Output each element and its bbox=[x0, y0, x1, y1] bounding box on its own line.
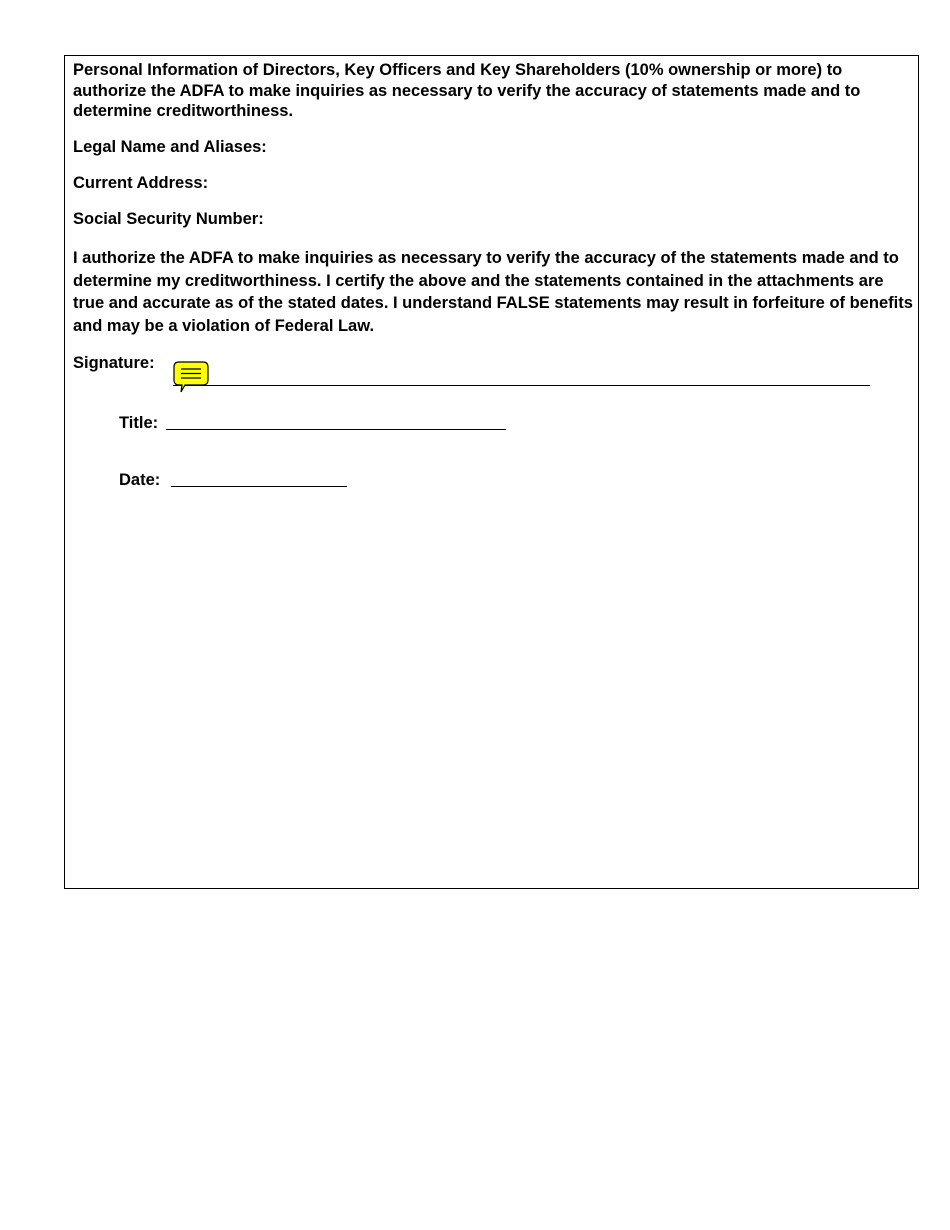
signature-line[interactable] bbox=[173, 385, 870, 386]
current-address-label: Current Address: bbox=[73, 174, 209, 192]
ssn-label: Social Security Number: bbox=[73, 210, 264, 228]
date-line[interactable] bbox=[171, 486, 347, 487]
legal-name-label: Legal Name and Aliases: bbox=[73, 138, 267, 156]
authorization-statement: I authorize the ADFA to make inquiries as necessary to verify the accuracy of the statements made and to determine my creditworthiness. I certify the above and the statements contained in the attachments are true and accurate as of the stated dates. I understand FALSE statements may result in forfeiture of benefits and may be a violation of Federal Law. bbox=[73, 249, 913, 335]
title-line[interactable] bbox=[166, 429, 506, 430]
personal-information-form bbox=[64, 55, 919, 889]
date-label: Date: bbox=[119, 471, 161, 489]
signature-label: Signature: bbox=[73, 354, 155, 372]
form-intro-text: Personal Information of Directors, Key Officers and Key Shareholders (10% ownership or more) to authorize the ADFA to make inquiries as necessary to verify the accuracy of statements made and to determine creditworthiness. bbox=[73, 61, 861, 120]
comment-note-icon[interactable] bbox=[171, 360, 211, 396]
title-label: Title: bbox=[119, 414, 159, 432]
